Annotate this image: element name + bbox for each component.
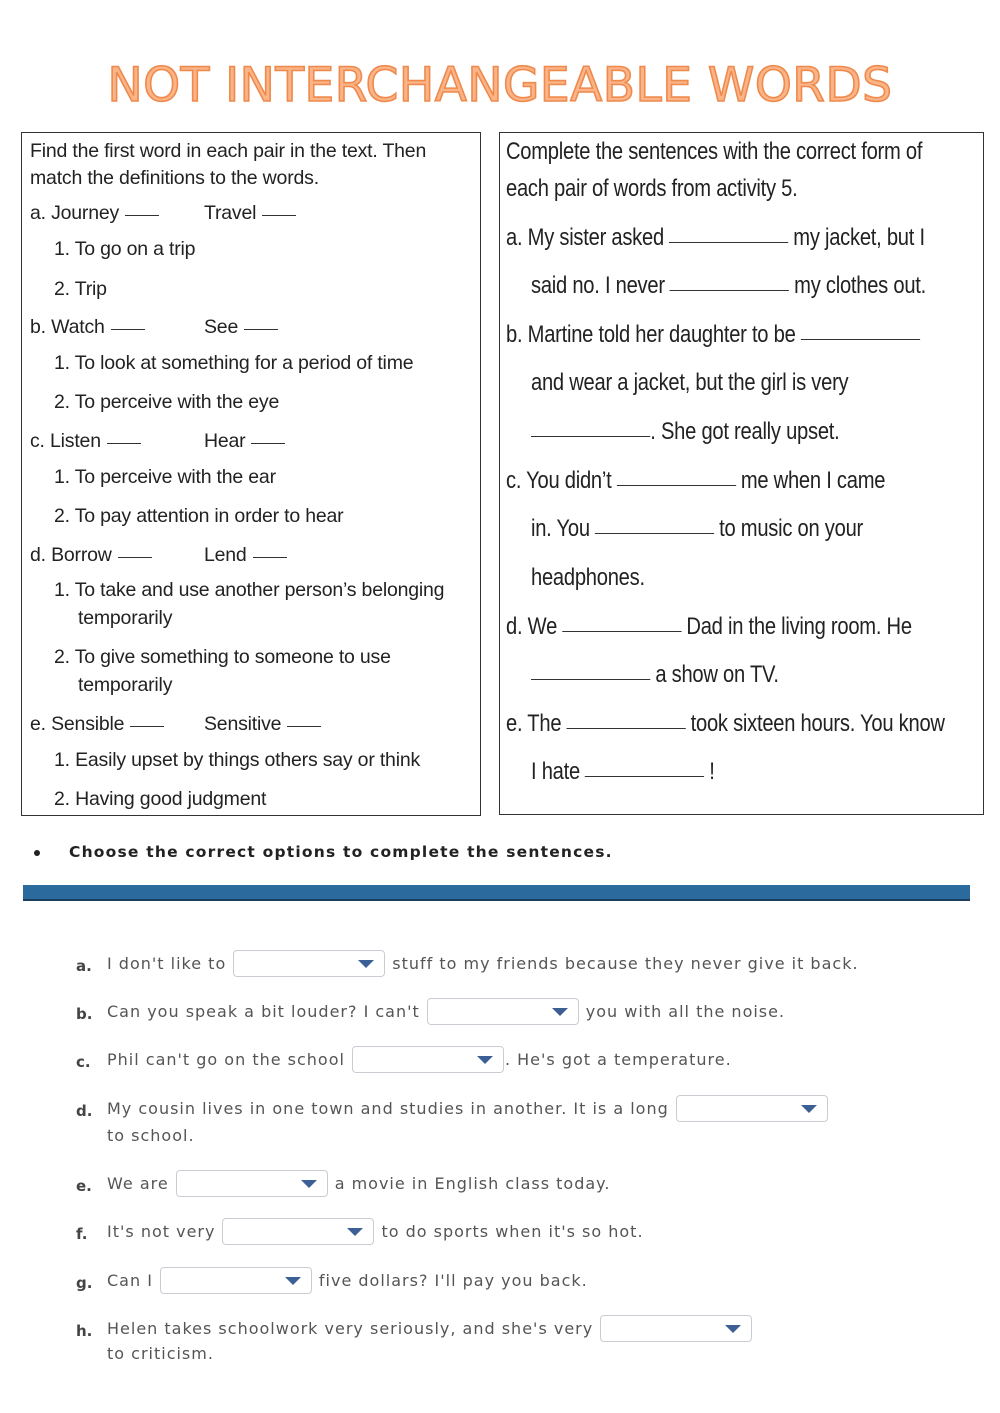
chevron-down-icon [477,1056,493,1064]
pair-a-word2: Travel [204,202,296,225]
answer-blank[interactable] [801,339,920,340]
answer-blank[interactable] [107,443,141,444]
answer-blank[interactable] [670,290,789,291]
sentence-completion-box [499,132,984,815]
item-a: I don't like to stuff to my friends because they never give it back. [107,950,859,977]
definition-continued: temporarily [78,674,173,696]
sentence-d-line2: a show on TV. [531,661,779,689]
sentence-c-line2: in. You to music on your [531,515,864,542]
pair-e-label: e. Sensible [30,713,164,736]
answer-blank[interactable] [562,631,681,632]
sentence-c-line3: headphones. [531,564,645,591]
matching-activity-box [21,132,481,816]
answer-dropdown[interactable] [233,950,385,977]
definition: 1. To perceive with the ear [54,466,276,488]
sentence-a-line1: a. My sister asked my jacket, but I [506,224,925,251]
sentence-e-line2: I hate ! [531,758,715,785]
definition: 2. To pay attention in order to hear [54,505,344,527]
answer-blank[interactable] [531,436,650,437]
definition: 2. Trip [54,278,107,300]
answer-blank[interactable] [111,329,145,330]
definition: 2. To give something to someone to use [54,646,391,668]
item-d: My cousin lives in one town and studies in another. It is a long [107,1095,835,1122]
answer-dropdown[interactable] [676,1095,828,1122]
answer-blank[interactable] [253,557,287,558]
answer-blank[interactable] [251,443,285,444]
definition-continued: temporarily [78,607,173,629]
answer-blank[interactable] [130,726,164,727]
answer-blank[interactable] [616,485,735,486]
sentence-b-line2: and wear a jacket, but the girl is very [531,369,849,396]
answer-dropdown[interactable] [352,1046,504,1073]
item-h-letter: h. [76,1322,93,1340]
chevron-down-icon [285,1277,301,1285]
definition: 1. To look at something for a period of time [54,352,414,374]
intro-text-line1: Complete the sentences with the correct form of [506,138,923,165]
sentence-c-line1: c. You didn’t me when I came [506,467,886,494]
intro-text-line2: each pair of words from activity 5. [506,175,798,202]
chevron-down-icon [552,1008,568,1016]
item-b-letter: b. [76,1005,93,1023]
item-d-letter: d. [76,1102,93,1120]
answer-blank[interactable] [125,215,159,216]
definition: 1. Easily upset by things others say or think [54,749,421,771]
chevron-down-icon [301,1180,317,1188]
answer-dropdown[interactable] [600,1315,752,1342]
answer-blank[interactable] [669,242,788,243]
item-h: Helen takes schoolwork very seriously, and she's very [107,1315,759,1342]
answer-dropdown[interactable] [427,998,579,1025]
definition: 1. To go on a trip [54,238,196,260]
chevron-down-icon [347,1228,363,1236]
definition: 1. To take and use another person’s belonging [54,579,445,601]
pair-a-label: a. Journey [30,202,159,225]
sentence-a-line2: said no. I never my clothes out. [531,272,926,299]
worksheet-title: NOT INTERCHANGEABLE WORDS [107,58,893,113]
answer-blank[interactable] [118,557,152,558]
section-divider [23,885,970,901]
item-c: Phil can't go on the school . He's got a temperature. [107,1046,732,1073]
pair-e-word2: Sensitive [204,713,321,736]
sentence-d-line1: d. We Dad in the living room. He [506,613,912,640]
sentence-e-line1: e. The took sixteen hours. You know [506,710,945,737]
answer-blank[interactable] [244,329,278,330]
item-b: Can you speak a bit louder? I can't you with all the noise. [107,998,785,1025]
answer-blank[interactable] [287,726,321,727]
pair-c-word2: Hear [204,430,285,453]
answer-blank[interactable] [262,215,296,216]
item-d-continuation: to school. [107,1126,195,1145]
item-f-letter: f. [76,1225,88,1243]
sentence-b-line3: . She got really upset. [531,418,839,446]
definition: 2. Having good judgment [54,788,267,810]
pair-c-label: c. Listen [30,430,141,453]
pair-d-label: d. Borrow [30,544,152,567]
answer-dropdown[interactable] [176,1170,328,1197]
intro-text-line1: Find the first word in each pair in the text. Then [30,140,427,162]
item-e: We are a movie in English class today. [107,1170,610,1197]
intro-text-line2: match the definitions to the words. [30,167,319,189]
bullet-icon [34,850,40,856]
pair-d-word2: Lend [204,544,287,567]
answer-dropdown[interactable] [222,1218,374,1245]
answer-blank[interactable] [595,533,714,534]
chevron-down-icon [725,1325,741,1333]
definition: 2. To perceive with the eye [54,391,280,413]
item-g: Can I five dollars? I'll pay you back. [107,1267,588,1294]
item-a-letter: a. [76,957,92,975]
chevron-down-icon [801,1105,817,1113]
pair-b-word2: See [204,316,278,339]
item-e-letter: e. [76,1177,92,1195]
chevron-down-icon [358,960,374,968]
answer-blank[interactable] [531,679,650,680]
pair-b-label: b. Watch [30,316,145,339]
sentence-b-line1: b. Martine told her daughter to be [506,321,925,349]
instruction-text: Choose the correct options to complete the sentences. [69,843,613,861]
item-h-continuation: to criticism. [107,1344,214,1363]
answer-blank[interactable] [566,728,685,729]
answer-blank[interactable] [585,776,704,777]
item-c-letter: c. [76,1053,91,1071]
item-g-letter: g. [76,1274,93,1292]
answer-dropdown[interactable] [160,1267,312,1294]
item-f: It's not very to do sports when it's so hot. [107,1218,644,1245]
